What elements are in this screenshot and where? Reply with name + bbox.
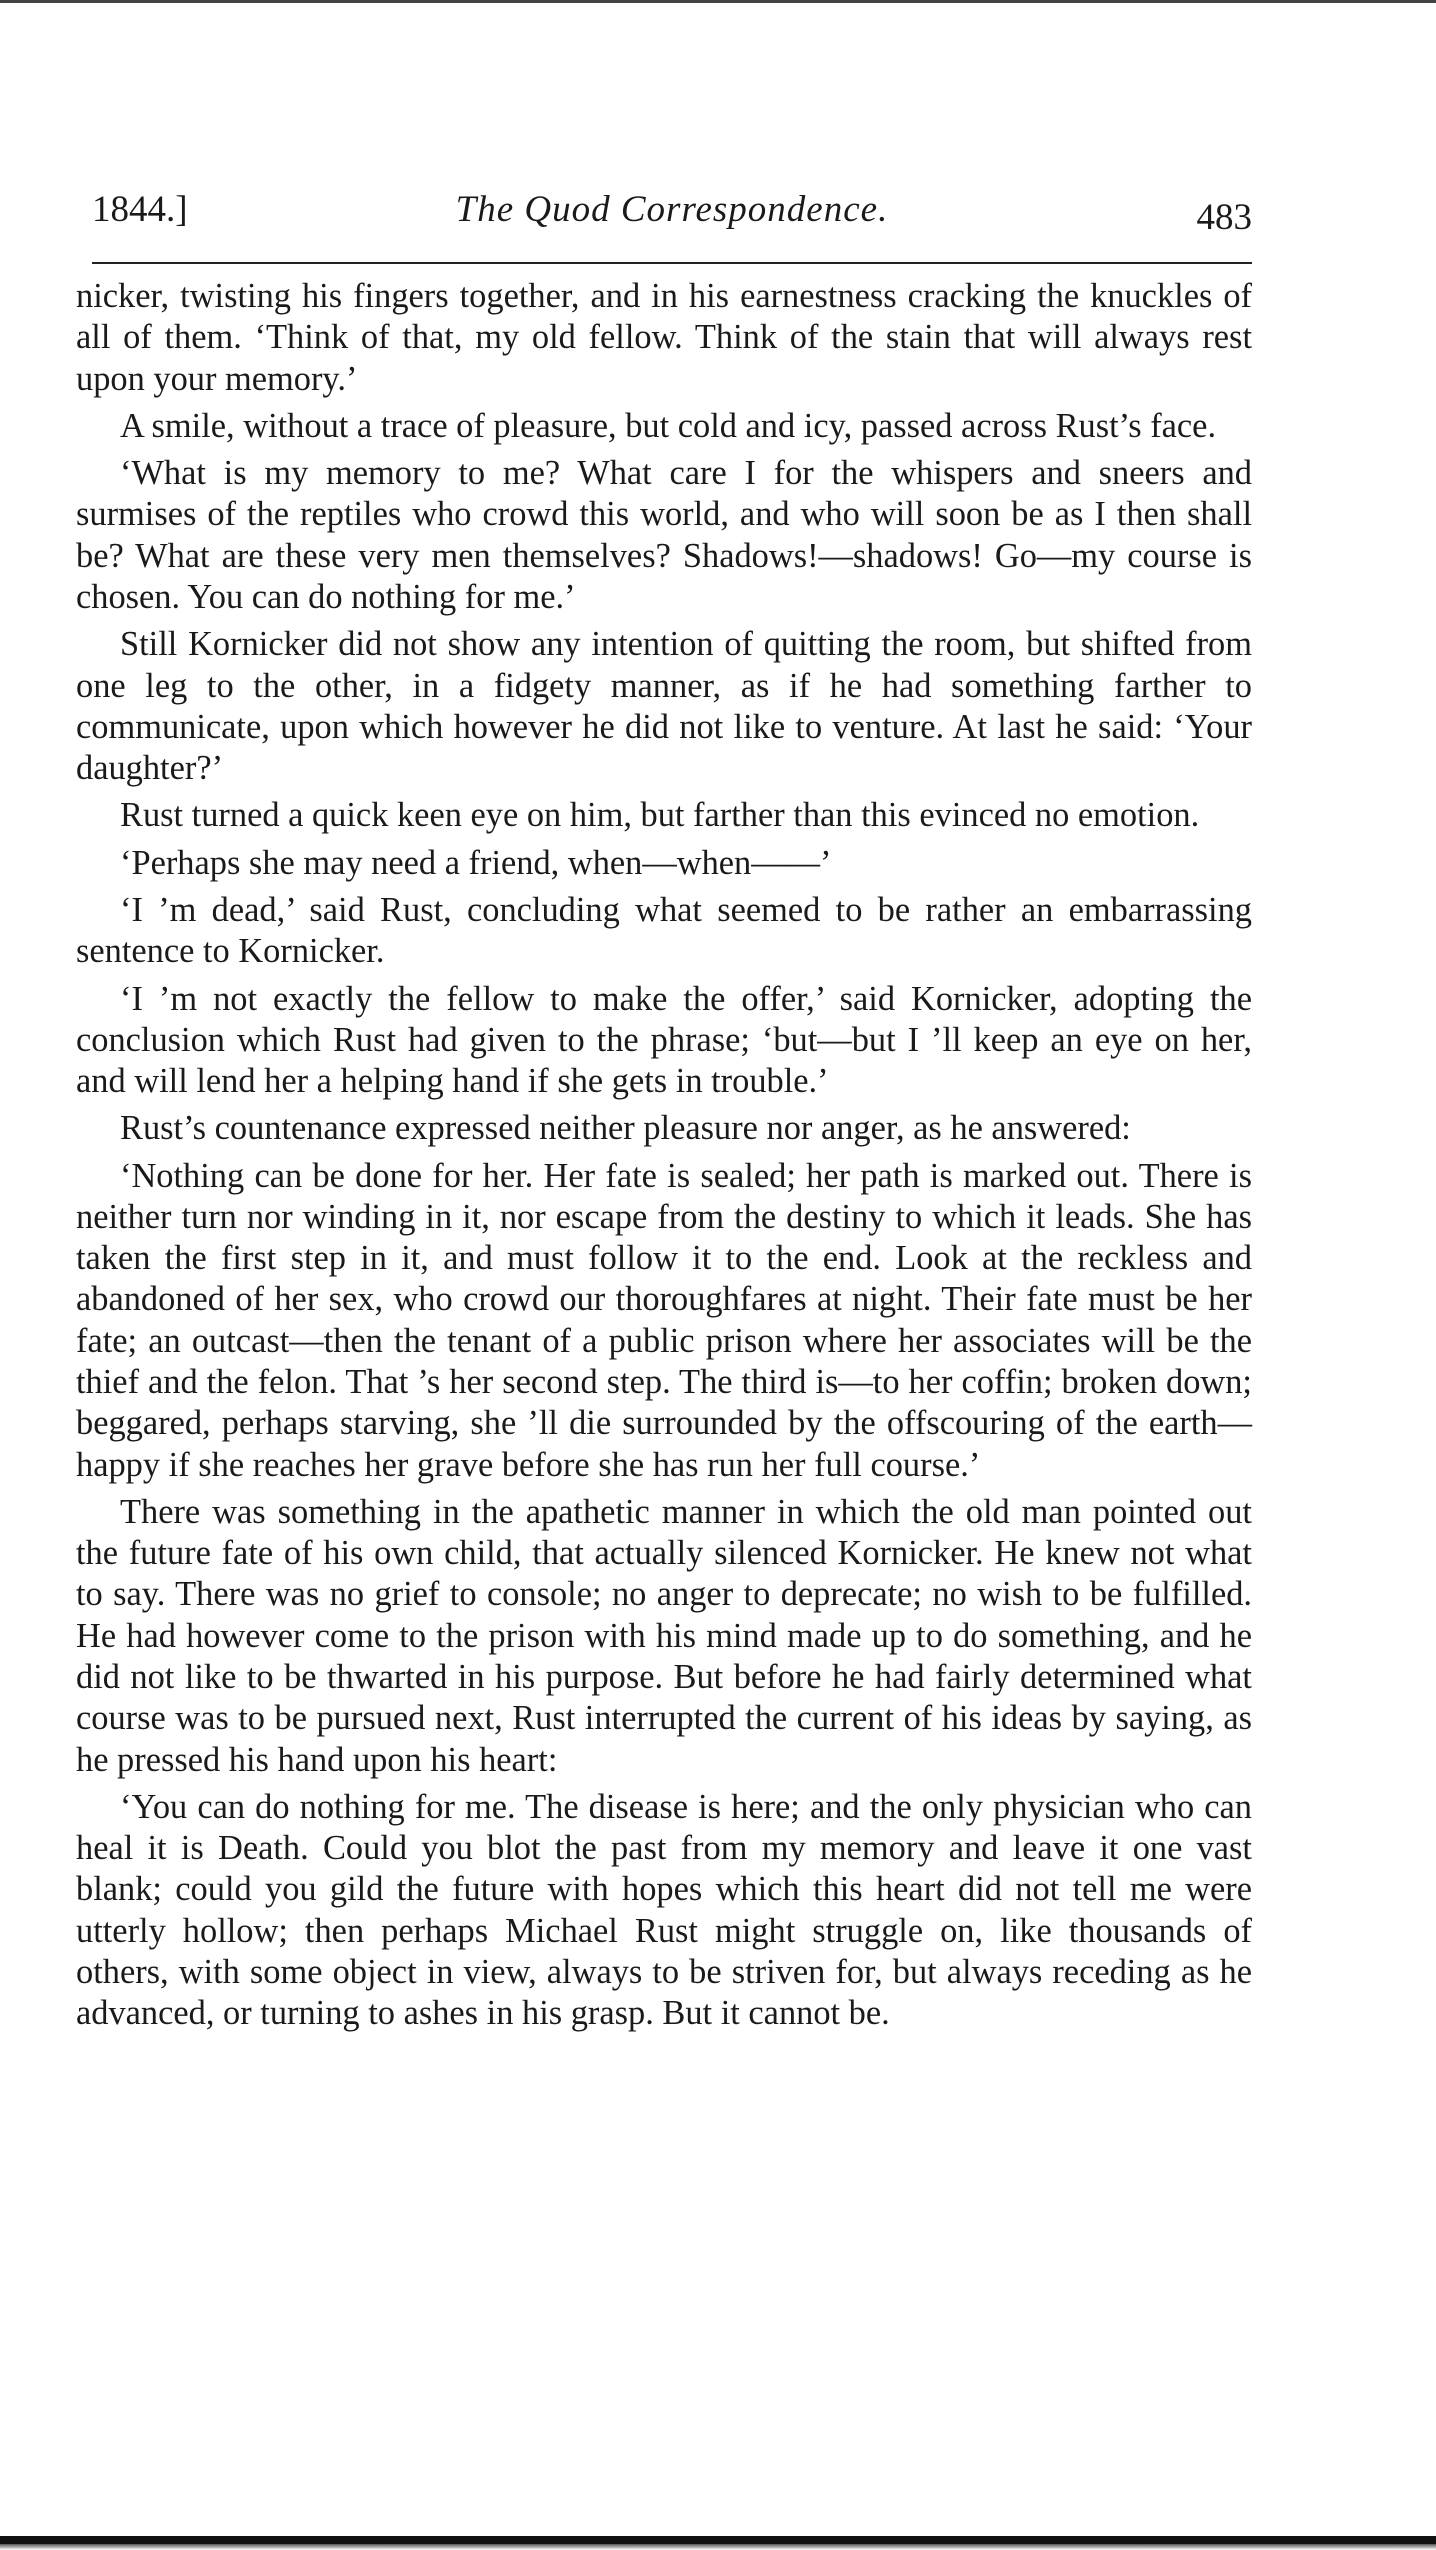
paragraph-6: ‘Perhaps she may need a friend, when—when——’ <box>120 843 832 882</box>
paragraph-8: ‘I ’m not exactly the fellow to make the offer,’ said Kornicker, adopting the conclusion which Rust had given to the phrase; ‘but—but I ’ll keep an eye on her, and will lend her a helping hand if she gets in trouble.’ <box>76 979 1252 1101</box>
page-top-edge <box>0 0 1436 10</box>
page-number: 483 <box>1196 197 1252 238</box>
body-text <box>76 276 1252 2041</box>
header-year: 1844.] <box>92 189 188 230</box>
paragraph-3: ‘What is my memory to me? What care I for the whispers and sneers and surmises of the reptiles who crowd this world, and who will soon be as I then shall be? What are these very men themselves? Shadows!—shadows! Go—my course is chosen. You can do nothing for me.’ <box>76 454 1252 616</box>
paragraph-5: Rust turned a quick keen eye on him, but farther than this evinced no emotion. <box>120 796 1200 835</box>
page-bottom-edge <box>0 2524 1436 2550</box>
header-rule <box>92 262 1252 264</box>
paragraph-11: There was something in the apathetic manner in which the old man pointed out the future fate of his own child, that actually silenced Kornicker. He knew not what to say. There was no grief to console; no anger to deprecate; no wish to be fulfilled. He had however come to the prison with his mind made up to do something, and he did not like to be thwarted in his purpose. But before he had fairly determined what course was to be pursued next, Rust interrupted the current of his ideas by saying, as he pressed his hand upon his heart: <box>76 1492 1252 1779</box>
paragraph-4: Still Kornicker did not show any intention of quitting the room, but shifted from one leg to the other, in a fidgety manner, as if he had something farther to communicate, upon which however he did not like to venture. At last he said: ‘Your daughter?’ <box>76 625 1252 788</box>
paragraph-2: A smile, without a trace of pleasure, but cold and icy, passed across Rust’s face. <box>120 406 1217 445</box>
paragraph-1: nicker, twisting his fingers together, and in his earnestness cracking the knuckles of all of them. ‘Think of that, my old fellow. Think of the stain that will always rest upon your memory.’ <box>76 277 1252 398</box>
paragraph-12: ‘You can do nothing for me. The disease is here; and the only physician who can heal it is Death. Could you blot the past from my memory and leave it one vast blank; could you gild the future with hopes which this heart did not tell me were utterly hollow; then perhaps Michael Rust might struggle on, like thousands of others, with some object in view, always to be striven for, but always receding as he advanced, or turning to ashes in his grasp. But it cannot be. <box>76 1787 1252 2033</box>
paragraph-7: ‘I ’m dead,’ said Rust, concluding what seemed to be rather an embarrassing sentence to Kornicker. <box>76 890 1252 971</box>
paragraph-9: Rust’s countenance expressed neither pleasure nor anger, as he answered: <box>120 1109 1131 1148</box>
header-title: The Quod Correspondence. <box>455 189 889 230</box>
paragraph-10: ‘Nothing can be done for her. Her fate is sealed; her path is marked out. There is neither turn nor winding in it, nor escape from the destiny to which it leads. She has taken the first step in it, and must follow it to the end. Look at the reckless and abandoned of her sex, who crowd our thoroughfares at night. Their fate must be her fate; an outcast—then the tenant of a public prison where her associates will be the thief and the felon. That ’s her second step. The third is—to her coffin; broken down; beggared, perhaps starving, she ’ll die surrounded by the offscouring of the earth—happy if she reaches her grave before she has run her full course.’ <box>76 1156 1252 1484</box>
running-header <box>92 188 1252 240</box>
